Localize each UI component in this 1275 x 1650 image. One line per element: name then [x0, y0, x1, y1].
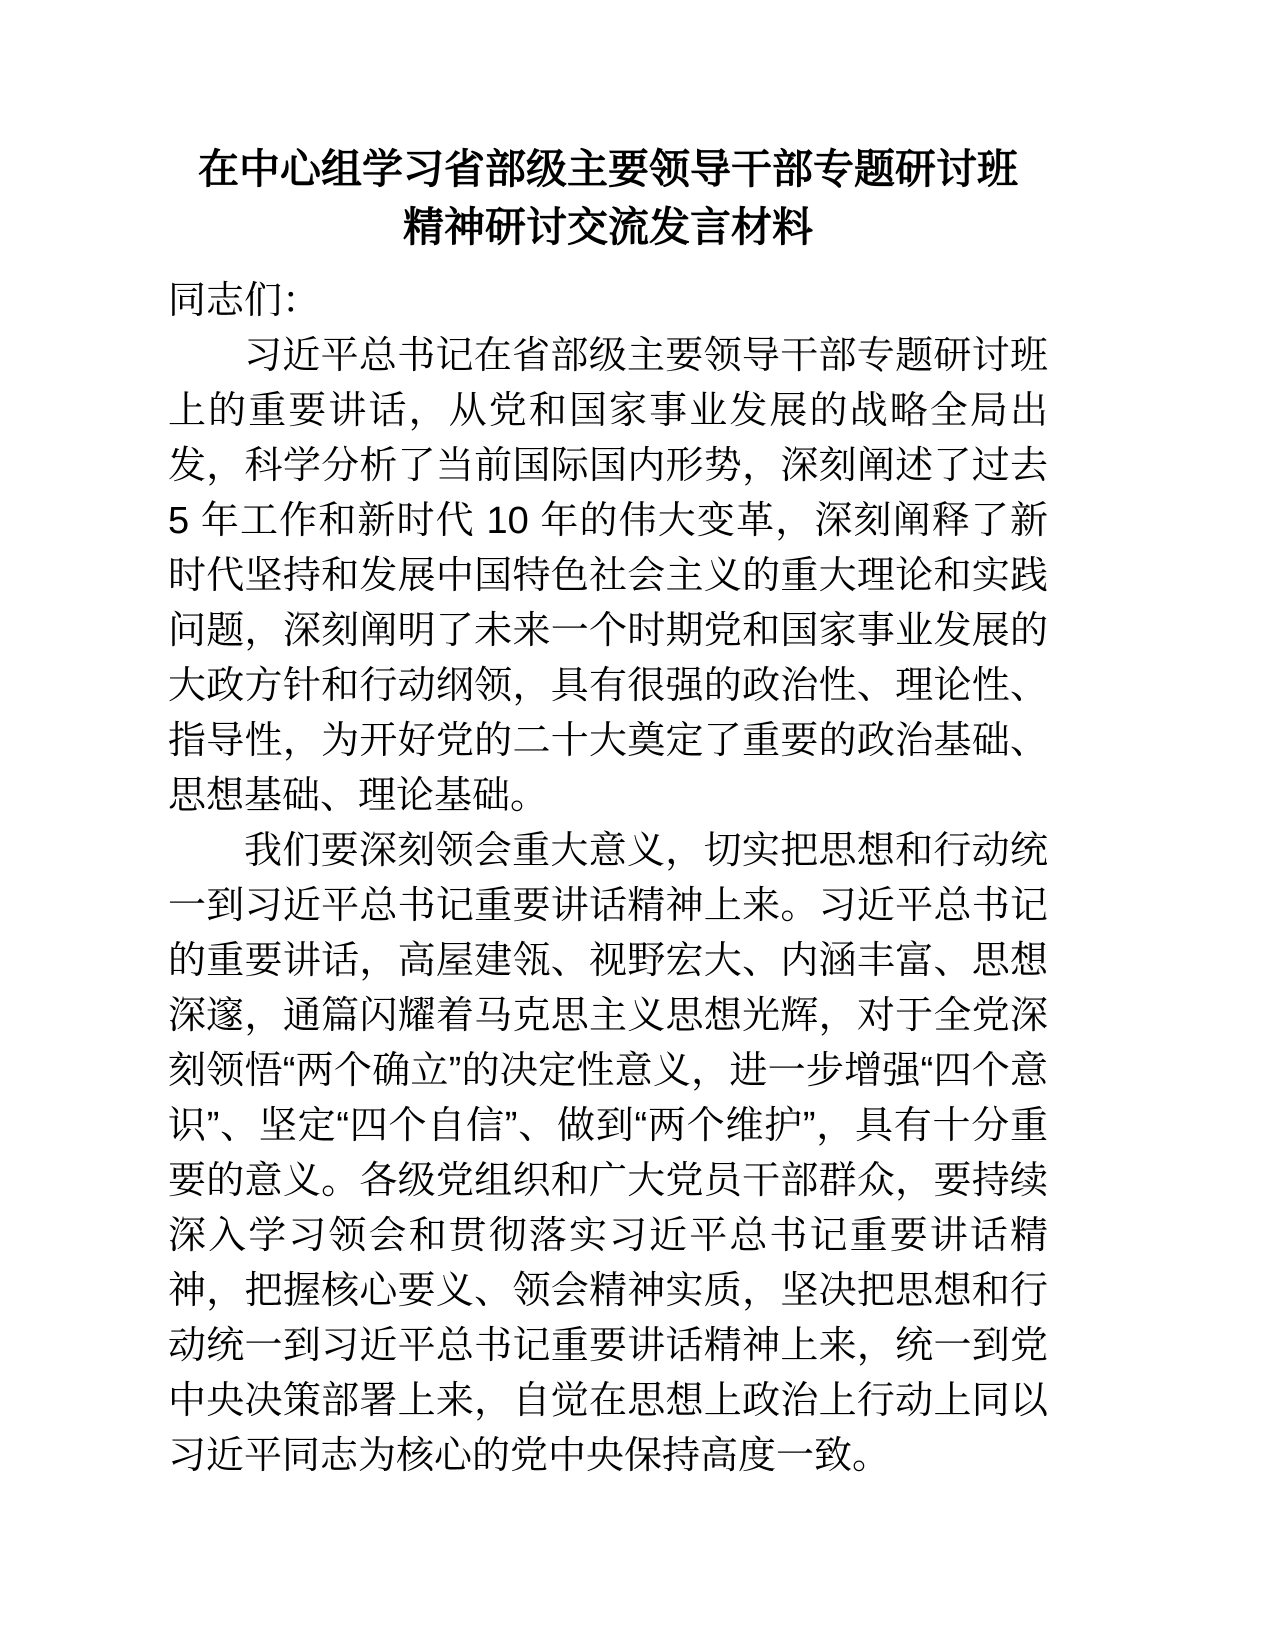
- document-body: [168, 140, 1048, 1484]
- paragraph-2: 我们要深刻领会重大意义，切实把思想和行动统一到习近平总书记重要讲话精神上来。习近平总书记的重要讲话，高屋建瓴、视野宏大、内涵丰富、思想深邃，通篇闪耀着马克思主义思想光辉，对于全党深刻领悟“两个确立”的决定性意义，进一步增强“四个意识”、坚定“四个自信”、做到“两个维护”，具有十分重要的意义。各级党组织和广大党员干部群众，要持续深入学习领会和贯彻落实习近平总书记重要讲话精神，把握核心要义、领会精神实质，坚决把思想和行动统一到习近平总书记重要讲话精神上来，统一到党中央决策部署上来，自觉在思想上政治上行动上同以习近平同志为核心的党中央保持高度一致。: [168, 830, 1048, 1477]
- salutation: 同志们：: [168, 280, 321, 322]
- paragraph-1: 习近平总书记在省部级主要领导干部专题研讨班上的重要讲话，从党和国家事业发展的战略全局出发，科学分析了当前国际国内形势，深刻阐述了过去 5 年工作和新时代 10 年的伟大变革，深刻阐释了新时代坚持和发展中国特色社会主义的重大理论和实践问题，深刻阐明了未来一个时期党和国家事业发展的大政方针和行动纲领，具有很强的政治性、理论性、指导性，为开好党的二十大奠定了重要的政治基础、思想基础、理论基础。: [168, 335, 1048, 817]
- title-line-1: 在中心组学习省部级主要领导干部专题研讨班: [198, 146, 1018, 192]
- page-title: [168, 140, 1048, 256]
- title-line-2: 精神研讨交流发言材料: [403, 204, 813, 250]
